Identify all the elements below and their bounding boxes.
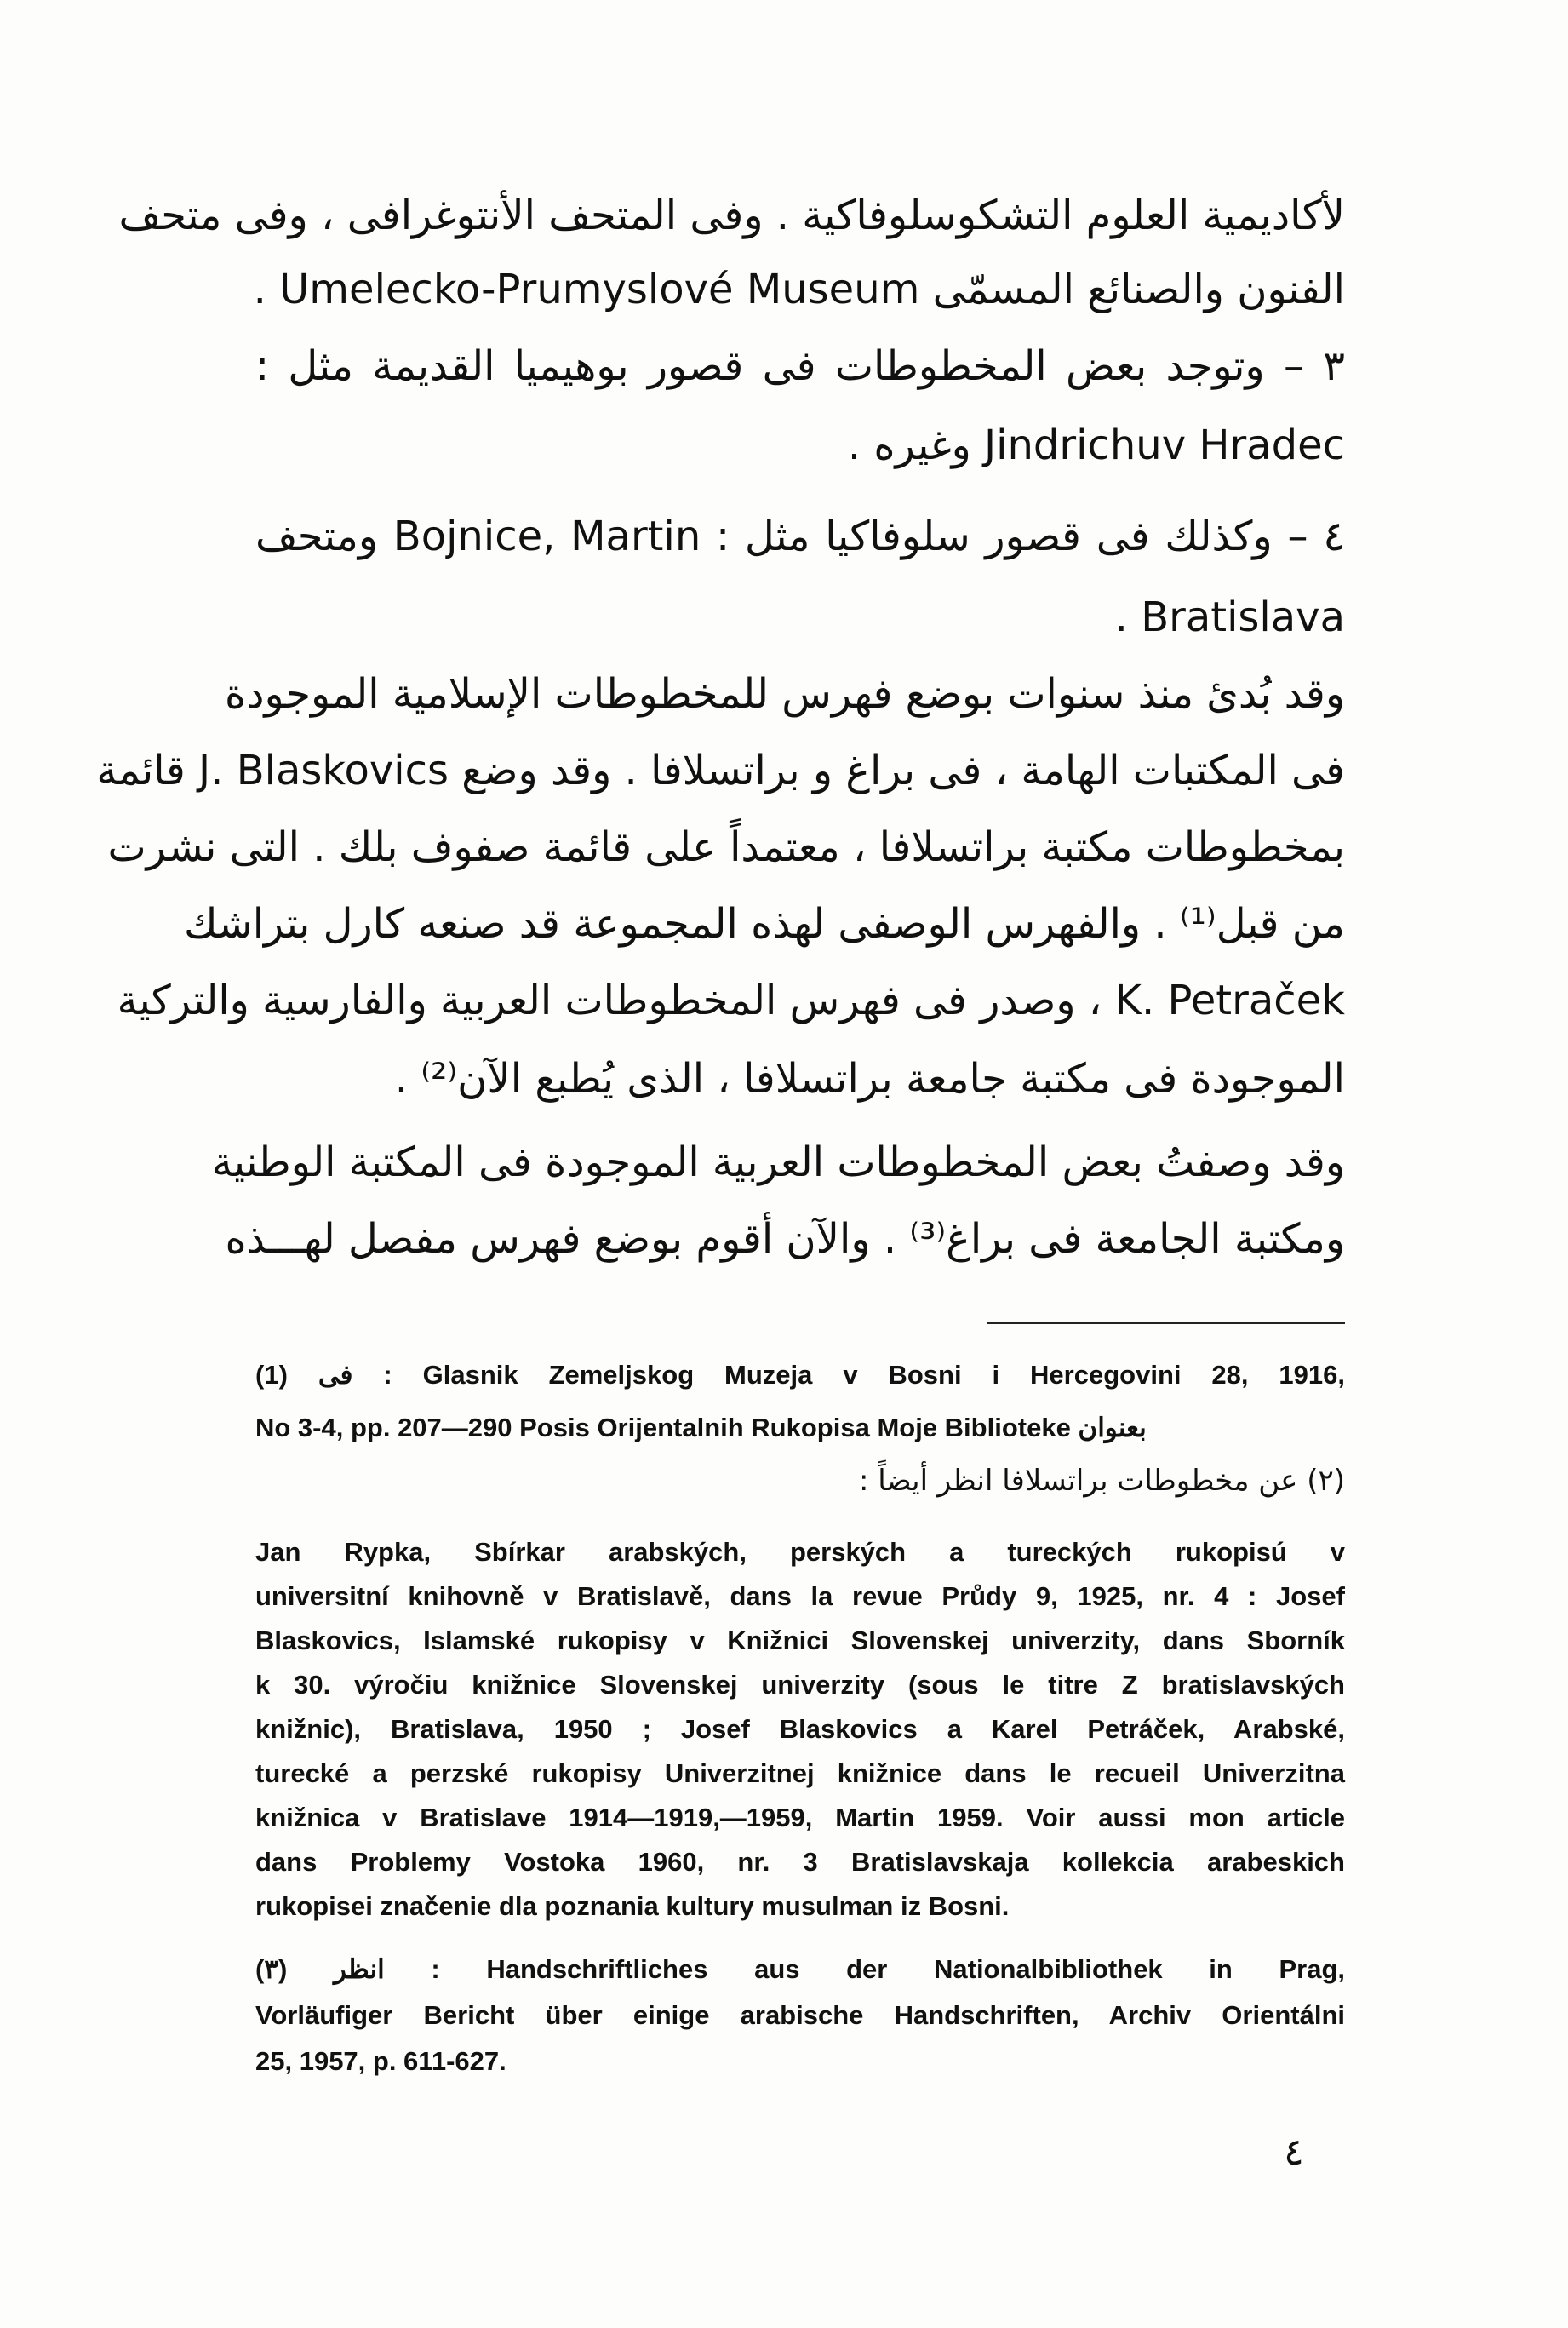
body-line-14: ومكتبة الجامعة فى براغ⁽³⁾ . والآن أقوم بوضع فهرس مفصل لهـــذه [225,1215,1345,1263]
body-line-12: الموجودة فى مكتبة جامعة براتسلافا ، الذى يُطبع الآن⁽²⁾ . [394,1055,1345,1103]
footnote-separator [987,1322,1345,1324]
footnote-2-line-7: knižnica v Bratislave 1914—1919,—1959, Martin 1959. Voir aussi mon article [255,1803,1345,1832]
body-line-13: وقد وصفتُ بعض المخطوطات العربية الموجودة فى المكتبة الوطنية [211,1138,1345,1186]
footnote-2-line-9: rukopisei značenie dla poznania kultury musulman iz Bosni. [255,1891,1010,1921]
footnote-1-line-2: No 3-4, pp. 207—290 Posis Orijentalnih Rukopisa Moje Biblioteke بعنوان [255,1413,1147,1442]
footnote-2-line-3: Blaskovics, Islamské rukopisy v Knižnici Slovenskej univerzity, dans Sborník [255,1626,1345,1655]
body-line-3: ٣ – وتوجد بعض المخطوطات فى قصور بوهيميا القديمة مثل : [255,342,1345,390]
page-number: ٤ [1284,2130,1304,2174]
footnote-3-line-2: Vorläufiger Bericht über einige arabische Handschriften, Archiv Orientálni [255,2000,1345,2030]
body-line-10: من قبل⁽¹⁾ . والفهرس الوصفى لهذه المجموعة قد صنعه كارل بتراشك [184,900,1345,948]
body-line-6: Bratislava . [1114,593,1345,641]
body-line-9: بمخطوطات مكتبة براتسلافا ، معتمداً على قائمة صفوف بلك . التى نشرت [107,823,1345,871]
body-line-2: الفنون والصنائع المسمّى Umelecko-Prumyslové Museum . [253,266,1345,313]
footnote-2-line-8: dans Problemy Vostoka 1960, nr. 3 Bratislavskaja kollekcia arabeskich [255,1847,1345,1877]
footnote-2-line-4: k 30. výročiu knižnice Slovenskej univerzity (sous le titre Z bratislavských [255,1670,1345,1700]
body-line-5: ٤ – وكذلك فى قصور سلوفاكيا مثل : Bojnice, Martin ومتحف [255,513,1345,560]
footnote-1-line-1: (1) فى : Glasnik Zemeljskog Muzeja v Bosni i Hercegovini 28, 1916, [255,1360,1345,1390]
body-line-7: وقد بُدئ منذ سنوات بوضع فهرس للمخطوطات الإسلامية الموجودة [225,670,1345,718]
footnote-2-heading: (٢) عن مخطوطات براتسلافا انظر أيضاً : [859,1464,1345,1498]
body-line-4: Jindrichuv Hradec وغيره . [847,421,1345,469]
footnote-2-line-1: Jan Rypka, Sbírkar arabských, perských a tureckých rukopisú v [255,1537,1345,1567]
body-line-11: K. Petraček ، وصدر فى فهرس المخطوطات العربية والفارسية والتركية [117,977,1345,1024]
footnote-2-line-6: turecké a perzské rukopisy Univerzitnej knižnice dans le recueil Univerzitna [255,1758,1345,1788]
footnote-2-line-2: universitní knihovně v Bratislavě, dans la revue Průdy 9, 1925, nr. 4 : Josef [255,1581,1345,1611]
body-line-8: فى المكتبات الهامة ، فى براغ و براتسلافا . وقد وضع J. Blaskovics قائمة [96,747,1345,794]
footnote-2-line-5: knižnic), Bratislava, 1950 ; Josef Blaskovics a Karel Petráček, Arabské, [255,1714,1345,1744]
footnote-3-line-3: 25, 1957, p. 611-627. [255,2046,506,2076]
body-line-1: لأكاديمية العلوم التشكوسلوفاكية . وفى المتحف الأنتوغرافى ، وفى متحف [118,192,1345,239]
footnote-3-line-1: (٣) انظر : Handschriftliches aus der Nationalbibliothek in Prag, [255,1954,1346,1984]
